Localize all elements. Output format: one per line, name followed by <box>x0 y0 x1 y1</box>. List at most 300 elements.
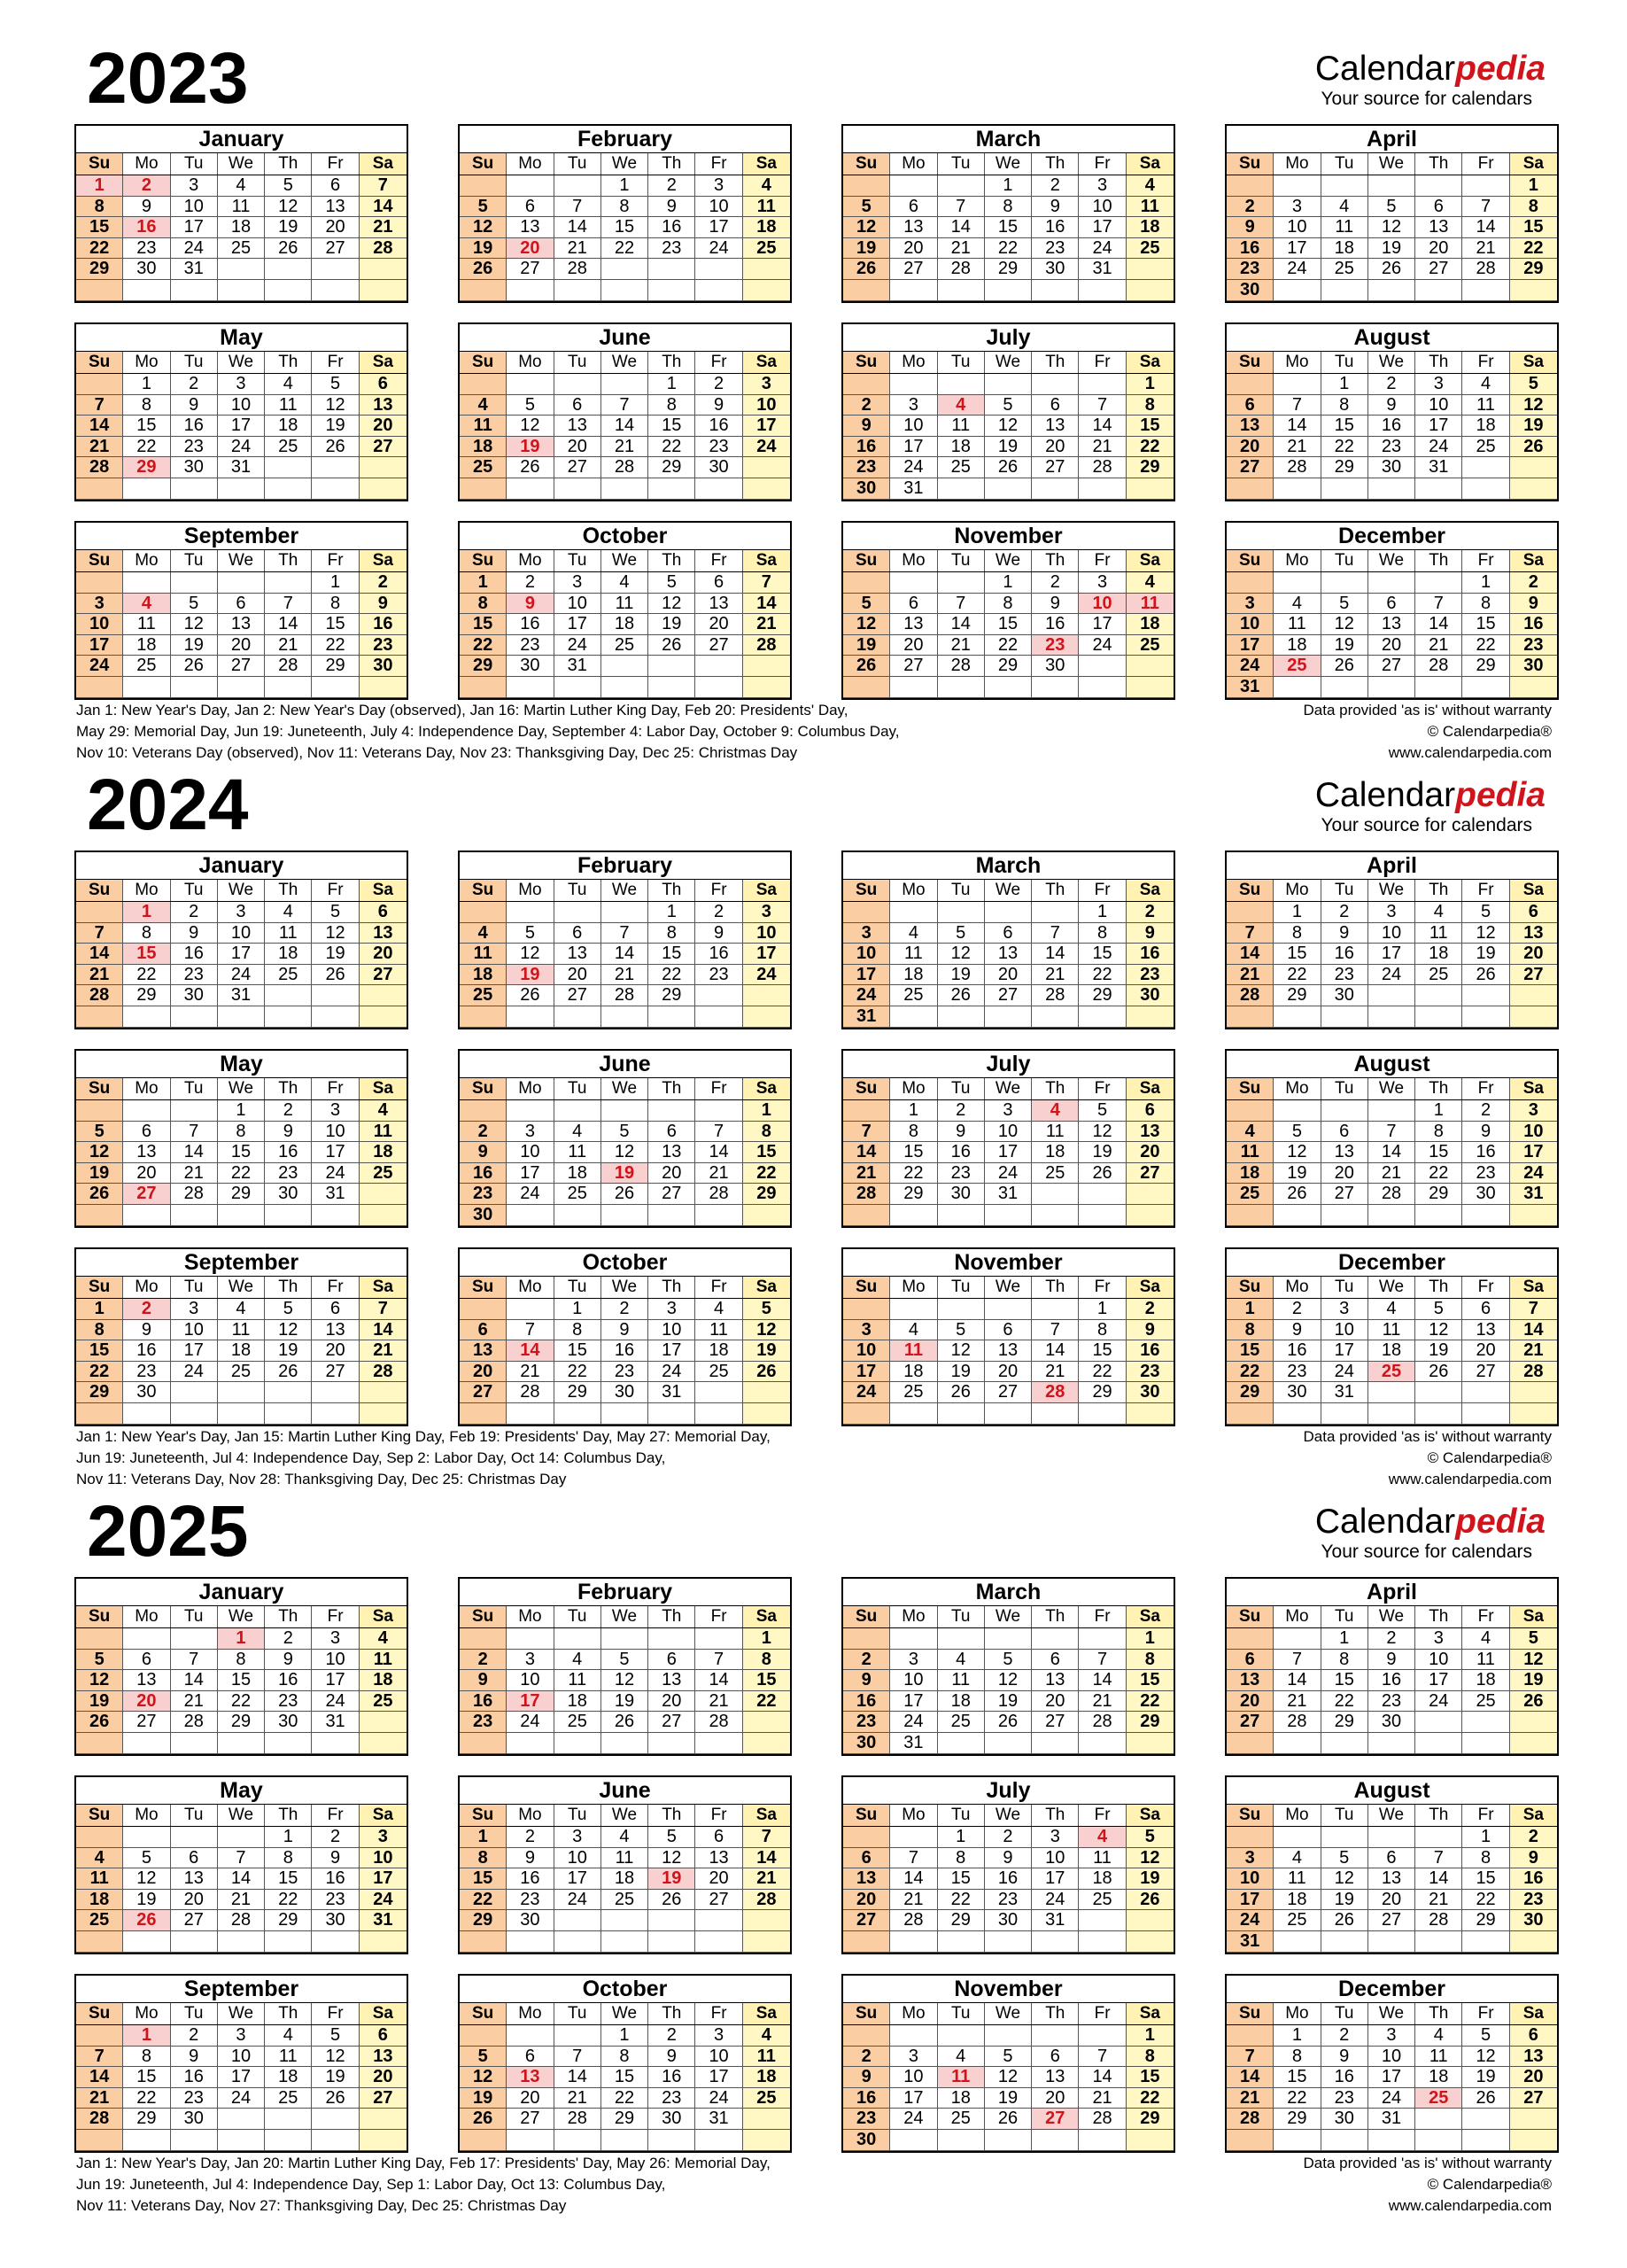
holiday-note-line: Jun 19: Juneteenth, Jul 4: Independence Day, Sep 1: Labor Day, Oct 13: Columbus Day, <box>76 2176 666 2193</box>
day-cell: 23 <box>1368 437 1415 458</box>
empty-day-cell <box>843 572 890 594</box>
empty-day-cell <box>171 1205 218 1226</box>
holiday-day-cell: 4 <box>1032 1100 1079 1122</box>
day-cell: 5 <box>985 2047 1032 2068</box>
month-february <box>458 850 792 1029</box>
day-cell: 12 <box>843 614 890 635</box>
day-cell: 27 <box>1227 457 1274 478</box>
empty-day-cell <box>938 902 985 923</box>
day-cell: 21 <box>890 1890 937 1911</box>
week-row <box>76 197 407 218</box>
day-cell: 1 <box>265 1827 312 1848</box>
day-cell: 21 <box>171 1691 218 1713</box>
holiday-day-cell: 25 <box>1274 656 1321 677</box>
weekday-label: Th <box>1032 352 1079 373</box>
empty-day-cell <box>938 2025 985 2047</box>
day-cell: 5 <box>312 374 359 395</box>
day-cell: 30 <box>171 985 218 1006</box>
empty-day-cell <box>554 175 601 197</box>
day-cell: 7 <box>1274 1650 1321 1671</box>
weekday-label: Sa <box>1510 2003 1557 2024</box>
day-cell: 28 <box>360 238 407 260</box>
day-cell: 24 <box>507 1712 554 1733</box>
empty-day-cell <box>171 1931 218 1953</box>
day-cell: 6 <box>460 1320 507 1341</box>
day-cell: 9 <box>1127 1320 1174 1341</box>
day-cell: 27 <box>360 965 407 986</box>
weekday-label: Su <box>460 1805 507 1826</box>
empty-day-cell <box>890 175 937 197</box>
empty-day-cell <box>1227 572 1274 594</box>
day-cell: 16 <box>265 1670 312 1691</box>
week-row <box>1227 1403 1557 1425</box>
weekday-label: We <box>1368 1606 1415 1627</box>
day-cell: 22 <box>123 437 170 458</box>
weekday-header <box>76 880 407 902</box>
weekday-label: Fr <box>1079 352 1126 373</box>
empty-day-cell <box>1127 656 1174 677</box>
day-cell: 21 <box>1415 635 1462 656</box>
weekday-label: Fr <box>695 880 742 901</box>
day-cell: 3 <box>1368 2025 1415 2047</box>
empty-day-cell <box>1032 902 1079 923</box>
holiday-day-cell: 25 <box>1368 1362 1415 1383</box>
day-cell: 14 <box>843 1142 890 1163</box>
day-cell: 5 <box>1368 197 1415 218</box>
empty-day-cell <box>360 457 407 478</box>
week-row <box>460 2130 790 2151</box>
week-row <box>843 197 1174 218</box>
empty-day-cell <box>171 572 218 594</box>
day-cell: 7 <box>360 1299 407 1320</box>
day-cell: 10 <box>218 923 265 944</box>
day-cell: 7 <box>1032 923 1079 944</box>
week-row <box>460 1122 790 1143</box>
empty-day-cell <box>312 1006 359 1028</box>
day-cell: 6 <box>1368 1848 1415 1869</box>
day-cell: 2 <box>1274 1299 1321 1320</box>
day-cell: 14 <box>1032 944 1079 965</box>
day-cell: 29 <box>985 259 1032 280</box>
day-cell: 29 <box>76 259 123 280</box>
week-row <box>843 594 1174 615</box>
weekday-header <box>1227 2003 1557 2025</box>
weekday-label: We <box>601 1277 648 1298</box>
day-cell: 28 <box>218 1910 265 1931</box>
weekday-label: Su <box>843 550 890 571</box>
month-september <box>74 521 408 700</box>
day-cell: 6 <box>1321 1122 1368 1143</box>
weekday-label: Su <box>76 1078 123 1099</box>
empty-day-cell <box>601 1910 648 1931</box>
weekday-label: Sa <box>743 352 790 373</box>
week-row <box>843 1931 1174 1953</box>
day-cell: 3 <box>171 1299 218 1320</box>
day-cell: 15 <box>648 416 695 437</box>
week-row <box>76 1712 407 1733</box>
day-cell: 8 <box>123 2047 170 2068</box>
day-cell: 19 <box>312 416 359 437</box>
empty-day-cell <box>648 280 695 301</box>
month-name: May <box>76 1777 407 1805</box>
day-cell: 25 <box>1227 1184 1274 1205</box>
day-cell: 25 <box>265 437 312 458</box>
day-cell: 26 <box>1321 656 1368 677</box>
week-row <box>76 923 407 944</box>
empty-day-cell <box>985 677 1032 698</box>
day-cell: 26 <box>601 1712 648 1733</box>
day-cell: 20 <box>1368 635 1415 656</box>
weekday-label: We <box>601 1805 648 1826</box>
empty-day-cell <box>76 2025 123 2047</box>
day-cell: 19 <box>76 1691 123 1713</box>
day-cell: 11 <box>1032 1122 1079 1143</box>
weekday-label: Su <box>76 550 123 571</box>
empty-day-cell <box>1079 656 1126 677</box>
empty-day-cell <box>218 1006 265 1028</box>
month-name: December <box>1227 523 1557 550</box>
weekday-label: Fr <box>1079 1805 1126 1826</box>
brand-name <box>1315 1503 1546 1542</box>
weekday-label: Mo <box>507 153 554 175</box>
empty-day-cell <box>1032 1931 1079 1953</box>
day-cell: 2 <box>507 572 554 594</box>
empty-day-cell <box>648 1910 695 1931</box>
day-cell: 31 <box>985 1184 1032 1205</box>
day-cell: 6 <box>312 175 359 197</box>
day-cell: 22 <box>1462 1890 1509 1911</box>
empty-day-cell <box>554 374 601 395</box>
empty-day-cell <box>460 1100 507 1122</box>
day-cell: 28 <box>1079 457 1126 478</box>
week-row <box>843 1382 1174 1403</box>
weekday-label: Sa <box>1127 550 1174 571</box>
day-cell: 23 <box>507 1890 554 1911</box>
day-cell: 18 <box>360 1670 407 1691</box>
day-cell: 13 <box>1032 1670 1079 1691</box>
week-row <box>76 1403 407 1425</box>
day-cell: 9 <box>460 1142 507 1163</box>
empty-day-cell <box>507 1299 554 1320</box>
month-name: December <box>1227 1976 1557 2003</box>
day-cell: 14 <box>1227 944 1274 965</box>
empty-day-cell <box>695 478 742 500</box>
day-cell: 24 <box>1274 259 1321 280</box>
day-cell: 23 <box>1127 965 1174 986</box>
weekday-label: Th <box>648 153 695 175</box>
day-cell: 20 <box>1032 1691 1079 1713</box>
day-cell: 25 <box>890 1382 937 1403</box>
week-row <box>460 238 790 260</box>
day-cell: 10 <box>1415 1650 1462 1671</box>
day-cell: 13 <box>1127 1122 1174 1143</box>
empty-day-cell <box>1415 1205 1462 1226</box>
day-cell: 9 <box>843 1670 890 1691</box>
weekday-label: Su <box>1227 1805 1274 1826</box>
day-cell: 12 <box>1127 1848 1174 1869</box>
day-cell: 12 <box>1274 1142 1321 1163</box>
empty-day-cell <box>601 280 648 301</box>
weekday-label: Fr <box>1079 880 1126 901</box>
day-cell: 12 <box>601 1142 648 1163</box>
empty-day-cell <box>1368 1006 1415 1028</box>
day-cell: 9 <box>265 1122 312 1143</box>
weekday-label: Sa <box>743 550 790 571</box>
day-cell: 4 <box>1127 572 1174 594</box>
weekday-label: Tu <box>938 1805 985 1826</box>
week-row <box>76 280 407 301</box>
empty-day-cell <box>843 374 890 395</box>
day-cell: 5 <box>1321 1848 1368 1869</box>
day-cell: 14 <box>601 416 648 437</box>
day-cell: 18 <box>1415 2067 1462 2088</box>
day-cell: 28 <box>1510 1362 1557 1383</box>
day-cell: 17 <box>554 614 601 635</box>
weekday-label: Su <box>460 2003 507 2024</box>
week-row <box>843 572 1174 594</box>
empty-day-cell <box>743 1910 790 1931</box>
month-december <box>1225 521 1559 700</box>
day-cell: 31 <box>890 478 937 500</box>
empty-day-cell <box>507 1205 554 1226</box>
week-row <box>1227 1712 1557 1733</box>
day-cell: 5 <box>601 1650 648 1671</box>
day-cell: 9 <box>312 1848 359 1869</box>
day-cell: 24 <box>743 965 790 986</box>
empty-day-cell <box>1321 478 1368 500</box>
day-cell: 19 <box>843 238 890 260</box>
day-cell: 22 <box>76 238 123 260</box>
weekday-label: Mo <box>123 153 170 175</box>
empty-day-cell <box>985 902 1032 923</box>
week-row <box>460 677 790 698</box>
day-cell: 9 <box>648 197 695 218</box>
day-cell: 14 <box>890 1868 937 1890</box>
day-cell: 25 <box>123 656 170 677</box>
empty-day-cell <box>312 457 359 478</box>
day-cell: 16 <box>265 1142 312 1163</box>
empty-day-cell <box>648 1006 695 1028</box>
day-cell: 1 <box>601 2025 648 2047</box>
day-cell: 18 <box>1127 217 1174 238</box>
disclaimer-line: © Calendarpedia® <box>1427 2176 1552 2193</box>
week-row <box>76 965 407 986</box>
day-cell: 16 <box>695 944 742 965</box>
week-row <box>843 2047 1174 2068</box>
day-cell: 23 <box>312 1890 359 1911</box>
day-cell: 5 <box>1079 1100 1126 1122</box>
holiday-note-line: Jan 1: New Year's Day, Jan 15: Martin Luther King Day, Feb 19: Presidents' Day, May 27: Memorial Day, <box>76 1428 771 1445</box>
week-row <box>460 944 790 965</box>
day-cell: 15 <box>985 217 1032 238</box>
weekday-label: Sa <box>1127 1277 1174 1298</box>
empty-day-cell <box>312 259 359 280</box>
day-cell: 9 <box>171 923 218 944</box>
week-row <box>843 2025 1174 2047</box>
day-cell: 13 <box>554 944 601 965</box>
empty-day-cell <box>695 1006 742 1028</box>
weekday-header <box>843 550 1174 572</box>
day-cell: 26 <box>76 1184 123 1205</box>
day-cell: 4 <box>1127 175 1174 197</box>
empty-day-cell <box>76 1205 123 1226</box>
empty-day-cell <box>1079 1733 1126 1754</box>
weekday-label: Su <box>843 1606 890 1627</box>
empty-day-cell <box>1321 1931 1368 1953</box>
day-cell: 30 <box>1127 985 1174 1006</box>
day-cell: 20 <box>695 614 742 635</box>
day-cell: 7 <box>171 1122 218 1143</box>
day-cell: 2 <box>1127 902 1174 923</box>
empty-day-cell <box>123 1827 170 1848</box>
day-cell: 29 <box>1274 2109 1321 2130</box>
weekday-label: Sa <box>360 550 407 571</box>
day-cell: 3 <box>890 1650 937 1671</box>
day-cell: 27 <box>648 1712 695 1733</box>
day-cell: 7 <box>554 197 601 218</box>
day-cell: 6 <box>312 1299 359 1320</box>
empty-day-cell <box>1227 175 1274 197</box>
day-cell: 8 <box>1321 1650 1368 1671</box>
weekday-label: Tu <box>171 153 218 175</box>
weekday-label: Tu <box>554 550 601 571</box>
week-row <box>1227 1205 1557 1226</box>
day-cell: 21 <box>1227 2088 1274 2109</box>
day-cell: 8 <box>218 1122 265 1143</box>
weekday-label: We <box>218 1277 265 1298</box>
week-row <box>76 1184 407 1205</box>
day-cell: 12 <box>76 1670 123 1691</box>
month-name: September <box>76 1249 407 1277</box>
day-cell: 21 <box>1462 238 1509 260</box>
day-cell: 9 <box>695 923 742 944</box>
empty-day-cell <box>76 2130 123 2151</box>
weekday-label: Fr <box>312 550 359 571</box>
day-cell: 27 <box>1415 259 1462 280</box>
empty-day-cell <box>76 1827 123 1848</box>
empty-day-cell <box>1415 1931 1462 1953</box>
weekday-label: Th <box>1032 1805 1079 1826</box>
holiday-day-cell: 4 <box>1079 1827 1126 1848</box>
day-cell: 24 <box>360 1890 407 1911</box>
weekday-label: Sa <box>1510 1277 1557 1298</box>
weekday-label: Fr <box>312 1805 359 1826</box>
weekday-label: Tu <box>554 352 601 373</box>
day-cell: 26 <box>312 2088 359 2109</box>
empty-day-cell <box>601 374 648 395</box>
day-cell: 1 <box>1510 175 1557 197</box>
day-cell: 26 <box>985 2109 1032 2130</box>
day-cell: 18 <box>1274 635 1321 656</box>
week-row <box>843 437 1174 458</box>
day-cell: 25 <box>265 2088 312 2109</box>
week-row <box>843 965 1174 986</box>
empty-day-cell <box>1274 1931 1321 1953</box>
day-cell: 11 <box>123 614 170 635</box>
day-cell: 28 <box>265 656 312 677</box>
empty-day-cell <box>648 1205 695 1226</box>
day-cell: 23 <box>843 2109 890 2130</box>
weekday-header <box>460 153 790 175</box>
weekday-label: Mo <box>890 550 937 571</box>
day-cell: 15 <box>1462 614 1509 635</box>
day-cell: 6 <box>890 197 937 218</box>
holiday-notes <box>76 2153 1228 2217</box>
day-cell: 29 <box>1510 259 1557 280</box>
weekday-label: Tu <box>1321 1277 1368 1298</box>
empty-day-cell <box>743 280 790 301</box>
week-row <box>843 2067 1174 2088</box>
empty-day-cell <box>695 1733 742 1754</box>
week-row <box>843 1340 1174 1362</box>
day-cell: 8 <box>985 594 1032 615</box>
day-cell: 2 <box>1462 1100 1509 1122</box>
day-cell: 21 <box>265 635 312 656</box>
weekday-header <box>1227 1805 1557 1827</box>
day-cell: 13 <box>985 944 1032 965</box>
week-row <box>1227 1868 1557 1890</box>
empty-day-cell <box>601 478 648 500</box>
empty-day-cell <box>265 1733 312 1754</box>
day-cell: 16 <box>601 1340 648 1362</box>
week-row <box>76 1362 407 1383</box>
empty-day-cell <box>1032 280 1079 301</box>
empty-day-cell <box>171 478 218 500</box>
day-cell: 1 <box>76 1299 123 1320</box>
month-name: September <box>76 1976 407 2003</box>
day-cell: 3 <box>843 1320 890 1341</box>
day-cell: 28 <box>76 985 123 1006</box>
empty-day-cell <box>601 259 648 280</box>
year-title: 2024 <box>87 765 249 845</box>
weekday-label: Th <box>265 352 312 373</box>
day-cell: 31 <box>218 457 265 478</box>
empty-day-cell <box>1462 478 1509 500</box>
weekday-label: Th <box>1415 2003 1462 2024</box>
months-grid <box>74 1577 1559 2153</box>
weekday-header <box>76 1805 407 1827</box>
day-cell: 27 <box>695 1890 742 1911</box>
day-cell: 13 <box>1368 1868 1415 1890</box>
day-cell: 13 <box>985 1340 1032 1362</box>
day-cell: 7 <box>938 197 985 218</box>
day-cell: 12 <box>843 217 890 238</box>
day-cell: 30 <box>1227 280 1274 301</box>
week-row <box>460 1403 790 1425</box>
day-cell: 28 <box>554 259 601 280</box>
week-row <box>76 395 407 416</box>
day-cell: 8 <box>890 1122 937 1143</box>
day-cell: 8 <box>1274 2047 1321 2068</box>
day-cell: 22 <box>938 1890 985 1911</box>
week-row <box>1227 1382 1557 1403</box>
day-cell: 27 <box>695 635 742 656</box>
weekday-label: We <box>601 352 648 373</box>
week-row <box>76 175 407 197</box>
empty-day-cell <box>460 1403 507 1425</box>
day-cell: 4 <box>1415 2025 1462 2047</box>
weekday-label: Su <box>460 1606 507 1627</box>
day-cell: 24 <box>843 985 890 1006</box>
day-cell: 8 <box>554 1320 601 1341</box>
day-cell: 26 <box>985 1712 1032 1733</box>
day-cell: 11 <box>76 1868 123 1890</box>
day-cell: 5 <box>460 197 507 218</box>
day-cell: 13 <box>648 1670 695 1691</box>
day-cell: 19 <box>171 635 218 656</box>
day-cell: 3 <box>985 1100 1032 1122</box>
day-cell: 31 <box>312 1712 359 1733</box>
